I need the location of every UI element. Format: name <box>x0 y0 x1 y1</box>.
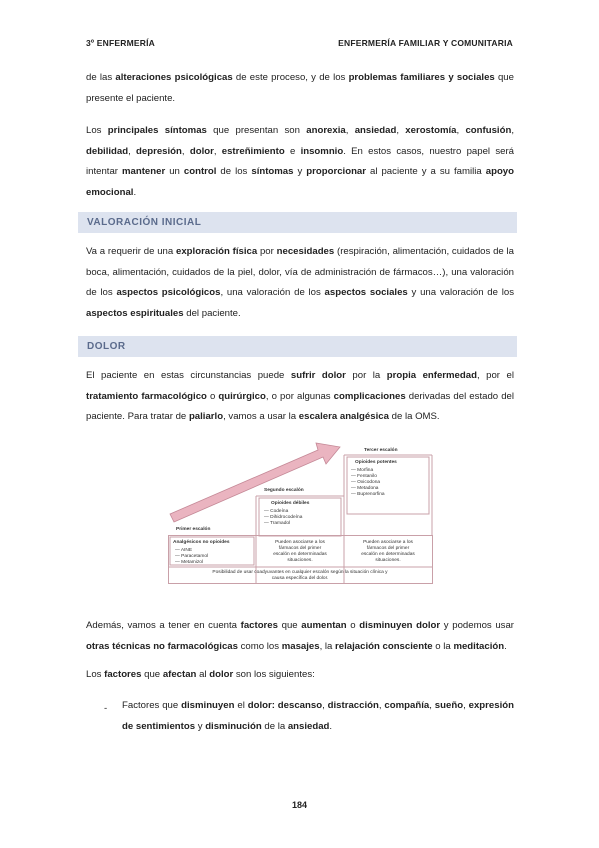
step2-note: fármacos del primer <box>278 546 322 551</box>
step3-item: — Buprenorfina <box>351 492 385 497</box>
step3-note: situaciones. <box>375 558 401 563</box>
step1-item: — Metamizol <box>175 560 203 565</box>
step2-item: — Tramadol <box>264 521 291 526</box>
step2-item: — Codeína <box>264 509 289 514</box>
step1-title: Primer escalón <box>176 527 211 532</box>
ladder-footer: causa específica del dolor. <box>271 576 329 581</box>
step3-note: escalón en determinadas <box>361 552 415 557</box>
step3-title: Tercer escalón <box>364 448 398 453</box>
step2-item: — Dihidrocodeína <box>264 515 303 520</box>
step2-note: Pueden asociarse a los <box>275 540 325 545</box>
page-number: 184 <box>291 800 308 810</box>
step1-item: — Paracetamol <box>175 554 209 559</box>
step3-item: — Metadona <box>351 486 379 491</box>
analgesic-ladder-figure <box>168 440 436 602</box>
ladder-footer: Posibilidad de usar coadyuvantes en cualquier escalón según la situación clínica y <box>212 570 388 575</box>
step1-box-label: Analgésicos no opioides <box>173 540 230 545</box>
header-right: ENFERMERÍA FAMILIAR Y COMUNITARIA <box>338 38 513 48</box>
step3-item: — Oxicodona <box>351 480 381 485</box>
section-header-dolor <box>78 336 517 357</box>
step2-box-label: Opioides débiles <box>271 501 310 506</box>
paragraph-factores-disminuyen: Factores que disminuyen el dolor: descanso, distracción, compañía, sueño, expresión de sentimientos y disminución de la ansiedad. <box>122 700 514 732</box>
section-title: DOLOR <box>87 341 126 352</box>
step2-title: Segundo escalón <box>264 488 304 493</box>
paragraph-valoracion: Va a requerir de una exploración física por necesidades (respiración, alimentación, cuidados de la boca, alimentación, cuidados de la piel, dolor, vía de administración de fármacos…), una valoración de los aspectos psicológicos, una valoración de los aspectos sociales y una valoración de los aspectos espirituales del paciente. <box>86 246 515 319</box>
paragraph-dolor: El paciente en estas circunstancias puede sufrir dolor por la propia enfermedad, por el tratamiento farmacológico o quirúrgico, o por algunas complicaciones derivadas del estado del paciente. Para tratar de paliarlo, vamos a usar la escalera analgésica de la OMS. <box>86 370 515 422</box>
step3-item: — Morfina <box>351 468 374 473</box>
step3-item: — Fentanilo <box>351 474 377 479</box>
paragraph-factores-intro: Además, vamos a tener en cuenta factores que aumentan o disminuyen dolor y podemos usar otras técnicas no farmacológicas como los masajes, la relajación consciente o la meditación. <box>86 620 514 652</box>
step2-note: situaciones. <box>287 558 313 563</box>
ladder-arrow-icon <box>170 443 340 522</box>
step2-note: escalón en determinadas <box>273 552 327 557</box>
paragraph-factores-list-intro: Los factores que afectan al dolor son los siguientes: <box>86 669 315 680</box>
step1-item: — AINE <box>175 548 193 553</box>
bullet-marker: - <box>104 703 108 714</box>
step3-note: fármacos del primer <box>366 546 410 551</box>
paragraph-symptoms: Los principales síntomas que presentan son anorexia, ansiedad, xerostomía, confusión, debilidad, depresión, dolor, estreñimiento e insomnio. En estos casos, nuestro papel será intentar mantener un control de los síntomas y proporcionar al paciente y a su familia apoyo emocional. <box>86 125 515 198</box>
step3-box-label: Opioides potentes <box>355 460 397 465</box>
step3-note: Pueden asociarse a los <box>363 540 413 545</box>
header-left: 3º ENFERMERÍA <box>86 38 155 48</box>
paragraph-intro: de las alteraciones psicológicas de este proceso, y de los problemas familiares y sociales que presente el paciente. <box>86 72 514 104</box>
section-header-valoracion <box>78 212 517 233</box>
section-title: VALORACIÓN INICIAL <box>87 217 202 228</box>
